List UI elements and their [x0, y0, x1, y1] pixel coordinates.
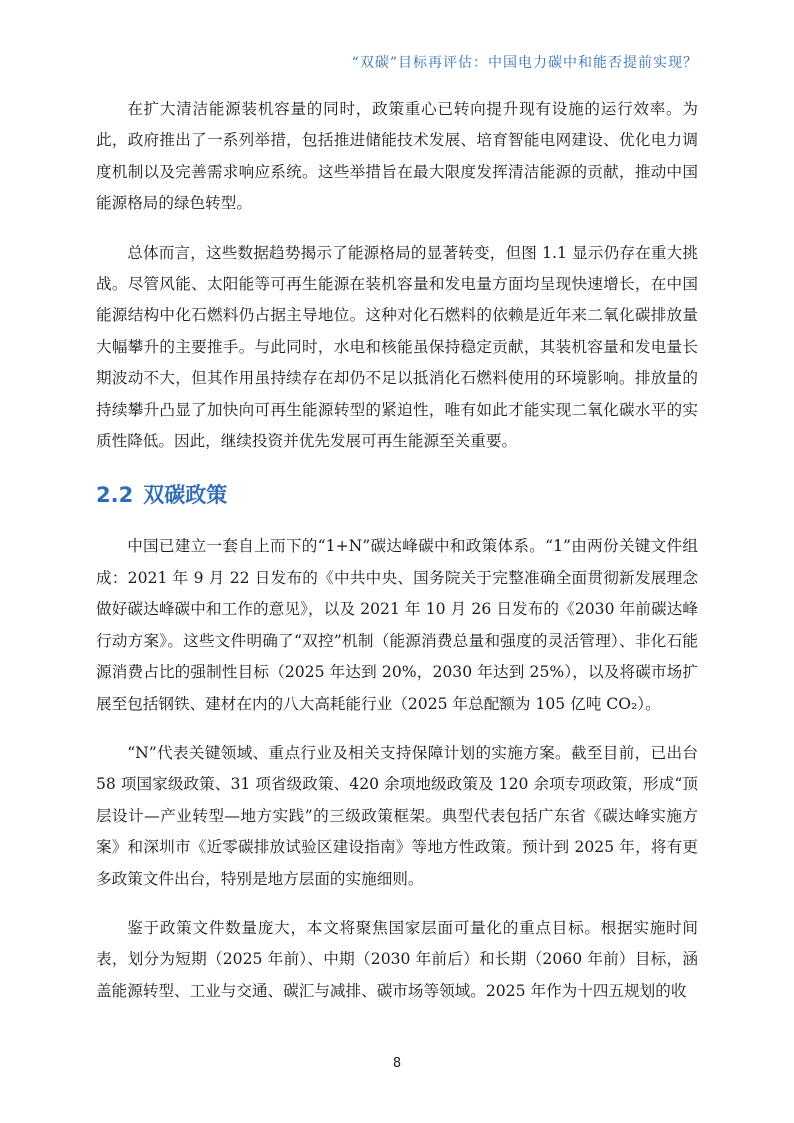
page-number: 8: [392, 1056, 402, 1071]
paragraph: 总体而言，这些数据趋势揭示了能源格局的显著转变，但图 1.1 显示仍存在重大挑战。尽管风能、太阳能等可再生能源在装机容量和发电量方面均呈现快速增长，在中国能源结构中化石燃料仍占据主导地位。这种对化石燃料的依赖是近年来二氧化碳排放量大幅攀升的主要推手。与此同时，水电和核能虽保持稳定贡献，其装机容量和发电量长期波动不大，但其作用虽持续存在却仍不足以抵消化石燃料使用的环境影响。排放量的持续攀升凸显了加快向可再生能源转型的紧迫性，唯有如此才能实现二氧化碳水平的实质性降低。因此，继续投资并优先发展可再生能源至关重要。: [96, 243, 698, 451]
paragraph: “N”代表关键领域、重点行业及相关支持保障计划的实施方案。截至目前，已出台 58 项国家级政策、31 项省级政策、420 余项地级政策及 120 余项专项政策，形成“顶层设计—产业转型—地方实践”的三级政策框架。典型代表包括广东省《碳达峰实施方案》和深圳市《近零碳排放试验区建设指南》等地方性政策。预计到 2025 年，将有更多政策文件出台，特别是地方层面的实施细则。: [96, 743, 698, 888]
section-title: 双碳政策: [143, 483, 228, 508]
section-heading: [96, 481, 698, 509]
document-body: [96, 94, 698, 1025]
running-header: “双碳”目标再评估：中国电力碳中和能否提前实现？: [351, 55, 698, 71]
section-number: 2.2: [96, 483, 134, 508]
paragraph: 在扩大清洁能源装机容量的同时，政策重心已转向提升现有设施的运行效率。为此，政府推出了一系列举措，包括推进储能技术发展、培育智能电网建设、优化电力调度机制以及完善需求响应系统。这些举措旨在最大限度发挥清洁能源的贡献，推动中国能源格局的绿色转型。: [96, 100, 698, 213]
paragraph: 中国已建立一套自上而下的“1+N”碳达峰碳中和政策体系。“1”由两份关键文件组成：2021 年 9 月 22 日发布的《中共中央、国务院关于完整准确全面贯彻新发展理念做好碳达峰碳中和工作的意见》，以及 2021 年 10 月 26 日发布的《2030 年前碳达峰行动方案》。这些文件明确了“双控”机制（能源消费总量和强度的灵活管理）、非化石能源消费占比的强制性目标（2025 年达到 20%，2030 年达到 25%），以及将碳市场扩展至包括钢铁、建材在内的八大高耗能行业（2025 年总配额为 105 亿吨 CO₂）。: [96, 537, 698, 713]
paragraph: 鉴于政策文件数量庞大，本文将聚焦国家层面可量化的重点目标。根据实施时间表，划分为短期（2025 年前）、中期（2030 年前后）和长期（2060 年前）目标，涵盖能源转型、工业与交通、碳汇与减排、碳市场等领域。2025 年作为十四五规划的收: [96, 918, 698, 1000]
